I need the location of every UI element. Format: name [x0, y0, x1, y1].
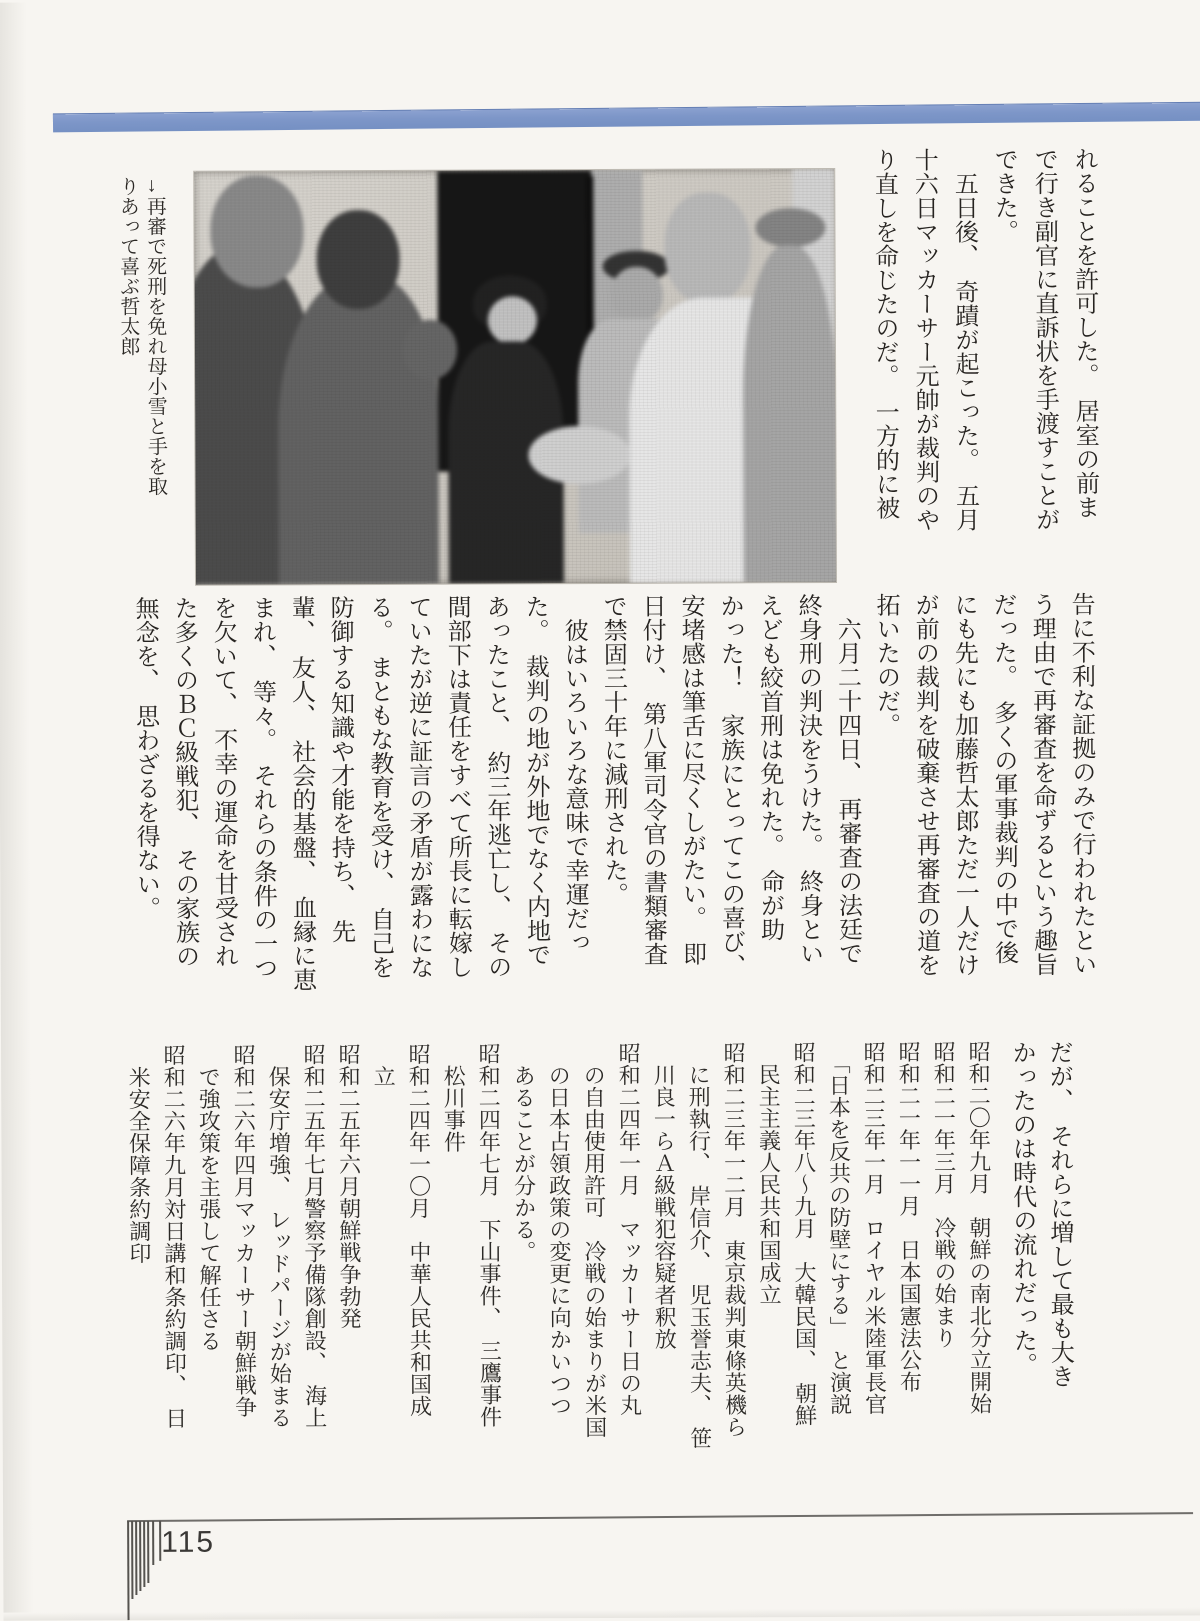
comb-line	[147, 1521, 149, 1583]
intro-text: れることを許可した。 居室の前ま で行き副官に直訴状を手渡すことが できた。 五日後、 奇蹟が起こった。 五月 十六日マッカーサー元帥が裁判のや り直しを命じたのだ。 一方的に被	[870, 146, 1098, 532]
photo	[194, 169, 836, 585]
chronology-list: 昭和二〇年九月 朝鮮の南北分立開始 昭和二一年三月 冷戦の始まり 昭和二一年一一月 日本国憲法公布 昭和二三年一月 ロイヤル米陸軍長官 「日本を反共の防壁にする」 と演説 昭和二三年八～九月 大韓民国、 朝鮮 民主主義人民共和国成立 昭和二三年一二月 東京裁判東條英機ら に刑執行、 岸信介、 児玉誉志夫、 笹 川良一らＡ級戦犯容疑者釈放 昭和二四年一月 マッカーサー日の丸 の自由使用許可 冷戦の始まりが米国 の日本占領政策の変更に向かいつつ あることが分かる。 昭和二四年七月 下山事件、 三鷹事件 松川事件 昭和二四年一〇月 中華人民共和国成 立 昭和二五年六月朝鮮戦争勃発 昭和二五年七月警察予備隊創設、 海上 保安庁増強、 レッドパージが始まる 昭和二六年四月マッカーサー朝鮮戦争 で強攻策を主張して解任さる 昭和二六年九月対日講和条約調印、 日 米安全保障条約調印	[126, 1040, 993, 1449]
comb-line	[131, 1521, 133, 1599]
body-text: 告に不利な証拠のみで行われたとい う理由で再審査を命ずるという趣旨 だった。 多くの軍事裁判の中で後 にも先にも加藤哲太郎ただ一人だけ が前の裁判を破棄させ再審査の道を 拓いたのだ。 六月二十四日、 再審査の法廷で 終身刑の判決をうけた。 終身とい えども絞首刑は免れた。 命が助 かった！ 家族にとってこの喜び、 安堵感は筆舌に尽くしがたい。 即 日付け、 第八軍司令官の書類審査 で禁固三十年に減刑された。 彼はいろいろな意味で幸運だっ た。 裁判の地が外地でなく内地で あったこと、 約三年逃亡し、 その 間部下は責任をすべて所長に転嫁し ていたが逆に証言の矛盾が露わにな る。 まともな教育を受け、 自己を 防御する知識や才能を持ち、 先 輩、 友人、 社会的基盤、 血縁に恵 まれ、 等々。 それらの条件の一つ を欠いて、 不幸の運命を甘受され た多くのＢＣ級戦犯、 その家族の 無念を、 思わざるを得ない。	[131, 591, 1095, 992]
photo-grain	[194, 169, 836, 585]
page-number: 115	[161, 1525, 216, 1559]
comb-line	[152, 1521, 154, 1565]
comb-line	[127, 1521, 129, 1620]
photo-caption: →再審で死刑を免れ母小雪と手を取 りあって喜ぶ哲太郎	[116, 175, 167, 496]
comb-line	[143, 1521, 145, 1587]
comb-line	[139, 1521, 141, 1591]
closing-text: だが、 それらに増して最も大き かったのは時代の流れだった。	[1008, 1039, 1073, 1389]
scan-bottom-edge	[4, 1607, 1200, 1620]
header-accent-bar	[53, 103, 1200, 133]
comb-line	[135, 1521, 137, 1595]
scan-left-edge	[0, 2, 34, 1620]
